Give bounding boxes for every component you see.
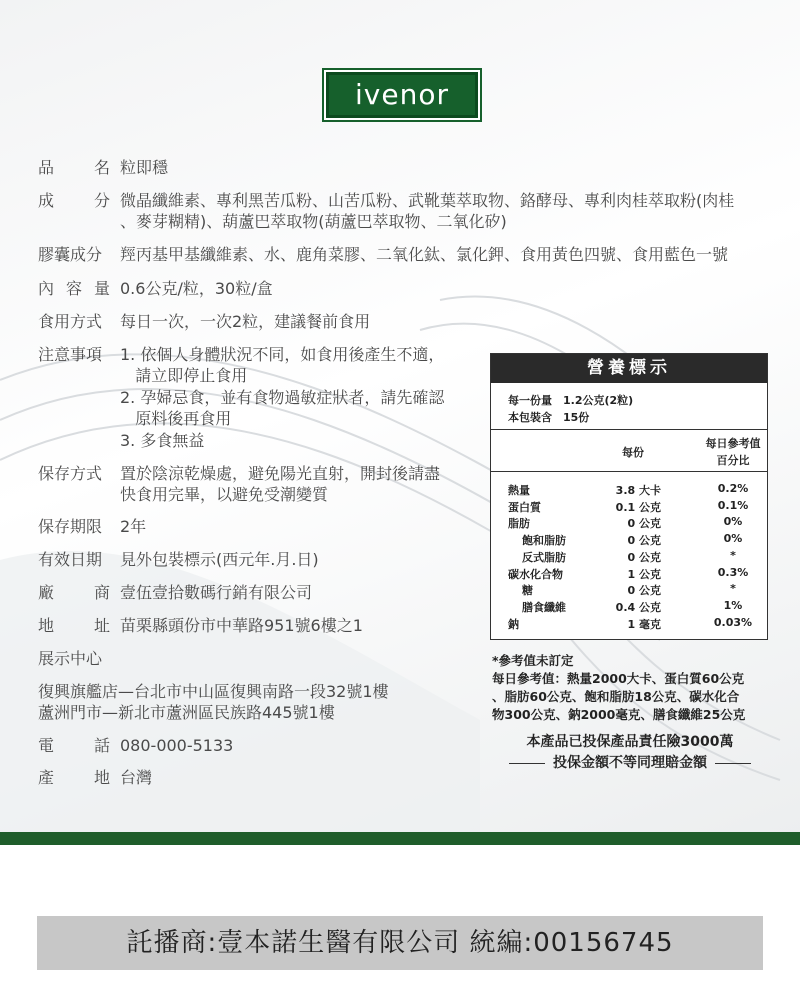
- phone-value: 080-000-5133: [120, 736, 234, 755]
- nutrient-daily-percent: 0.1%: [717, 498, 749, 512]
- content-label: 內容量: [38, 279, 110, 298]
- divider: [509, 763, 545, 764]
- address-label: 地址: [38, 616, 110, 635]
- nutrient-name: 鈉: [508, 617, 519, 631]
- usage-row: [38, 310, 370, 334]
- col-daily-line2: 百分比: [716, 454, 750, 467]
- insurance-line2: 投保金額不等同理賠金額: [553, 755, 707, 771]
- footer-text: 託播商:壹本諾生醫有限公司 統編:00156745: [126, 928, 674, 958]
- address-row: [38, 614, 363, 638]
- insurance-line1: 本產品已投保產品責任險3000萬: [526, 734, 734, 750]
- nutrient-name: 脂肪: [508, 517, 530, 531]
- showroom-row: [38, 647, 120, 671]
- showroom-line: 復興旗艦店—台北市中山區復興南路一段32號1樓: [38, 682, 389, 701]
- note-line: 每日參考值：熱量2000大卡、蛋白質60公克: [492, 671, 745, 686]
- caution-line: 3. 多食無益: [120, 431, 205, 450]
- shelf-life-label: 保存期限: [38, 517, 103, 536]
- nutrient-name: 碳水化合物: [508, 567, 563, 581]
- product-name-row: [38, 156, 168, 180]
- nutrient-name: 反式脂肪: [522, 550, 566, 564]
- caution-row: [38, 343, 120, 367]
- nutrition-table: [490, 353, 768, 640]
- expiry-value: 見外包裝標示(西元年.月.日): [120, 550, 319, 569]
- product-name-value: 粒即穩: [120, 158, 169, 177]
- nutrient-per-serving: 3.8 大卡: [615, 484, 661, 497]
- nutrient-daily-percent: 1%: [723, 598, 743, 612]
- nutrient-daily-percent: 0%: [723, 515, 743, 529]
- col-per-serving: 每份: [622, 446, 644, 459]
- note-line: 、脂肪60公克、飽和脂肪18公克、碳水化合: [492, 689, 740, 704]
- nutrient-per-serving: 0 公克: [627, 584, 661, 598]
- ingredients-value: 微晶纖維素、專利黑苦瓜粉、山苦瓜粉、武靴葉萃取物、鉻酵母、專利肉桂萃取粉(肉桂: [120, 191, 735, 210]
- nutrient-name: 糖: [522, 584, 533, 598]
- showroom-line: 蘆洲門市—新北市蘆洲區民族路445號1樓: [38, 703, 335, 722]
- nutrient-per-serving: 0 公克: [627, 534, 661, 548]
- nutrient-name: 蛋白質: [508, 500, 541, 514]
- content-value: 0.6公克/粒，30粒/盒: [120, 279, 273, 298]
- note-line: 物300公克、鈉2000毫克、膳食纖維25公克: [492, 707, 746, 722]
- content-row: [38, 277, 273, 301]
- nutrient-per-serving: 1 公克: [627, 567, 661, 581]
- shelf-life-value: 2年: [120, 517, 147, 536]
- nutrient-name: 飽和脂肪: [522, 534, 566, 548]
- caution-line: 請立即停止食用: [120, 366, 248, 385]
- nutrient-per-serving: 0 公克: [627, 550, 661, 564]
- nutrient-name: 熱量: [508, 484, 530, 497]
- origin-label: 產地: [38, 768, 110, 787]
- maker-value: 壹伍壹拾數碼行銷有限公司: [120, 583, 313, 602]
- nutrient-per-serving: 0.4 公克: [615, 600, 661, 614]
- nutrition-title: 營養標示: [491, 354, 767, 383]
- nutrient-per-serving: 0 公克: [627, 517, 661, 531]
- note-line: *參考值未訂定: [492, 653, 574, 668]
- divider: [491, 429, 767, 430]
- storage-value-cont: 快食用完畢，以避免受潮變質: [120, 485, 329, 504]
- origin-value: 台灣: [120, 768, 153, 787]
- maker-row: [38, 581, 312, 605]
- usage-label: 食用方式: [38, 312, 103, 331]
- green-bar: [0, 832, 800, 845]
- phone-row: [38, 734, 233, 758]
- usage-value: 每日一次，一次2粒，建議餐前食用: [120, 312, 371, 331]
- servings-per-pack: 本包裝含 15份: [508, 411, 590, 424]
- nutrition-notes: [492, 652, 768, 724]
- capsule-label: 膠囊成分: [38, 245, 103, 264]
- nutrient-daily-percent: 0.3%: [717, 565, 749, 579]
- expiry-row: [38, 548, 319, 572]
- nutrient-daily-percent: 0%: [723, 532, 743, 546]
- ingredients-value-cont: 、麥芽糊精)、葫蘆巴萃取物(葫蘆巴萃取物、二氧化矽): [120, 212, 507, 231]
- nutrient-daily-percent: *: [730, 548, 736, 562]
- nutrient-per-serving: 1 毫克: [627, 617, 661, 631]
- expiry-label: 有效日期: [38, 550, 103, 569]
- nutrient-daily-percent: 0.03%: [713, 615, 753, 629]
- nutrient-daily-percent: 0.2%: [717, 482, 749, 495]
- caution-line: 原料後再食用: [120, 409, 232, 428]
- divider: [491, 471, 767, 472]
- phone-label: 電話: [38, 736, 110, 755]
- caution-label: 注意事項: [38, 345, 103, 364]
- address-value: 苗栗縣頭份市中華路951號6樓之1: [120, 616, 363, 635]
- brand-logo: ivenor: [326, 72, 478, 118]
- footer-banner: [37, 916, 763, 970]
- product-name-label: 品名: [38, 158, 110, 177]
- serving-size: 每一份量 1.2公克(2粒): [508, 394, 634, 407]
- divider: [715, 763, 751, 764]
- capsule-value: 羥丙基甲基纖維素、水、鹿角菜膠、二氧化鈦、氯化鉀、食用黃色四號、食用藍色一號: [120, 245, 729, 264]
- storage-value: 置於陰涼乾燥處，避免陽光直射，開封後請盡: [120, 464, 441, 483]
- origin-row: [38, 766, 152, 790]
- nutrient-name: 膳食纖維: [522, 600, 566, 614]
- storage-label: 保存方式: [38, 464, 103, 483]
- nutrient-daily-percent: *: [730, 582, 736, 596]
- ingredients-label: 成分: [38, 191, 110, 210]
- insurance-line2-row: [492, 752, 768, 772]
- showroom-label: 展示中心: [38, 649, 103, 668]
- caution-line: 2. 孕婦忌食，並有食物過敏症狀者，請先確認: [120, 388, 445, 407]
- maker-label: 廠商: [38, 583, 110, 602]
- caution-line: 1. 依個人身體狀況不同，如食用後產生不適，: [120, 345, 445, 364]
- shelf-life-row: [38, 515, 146, 539]
- nutrient-per-serving: 0.1 公克: [615, 500, 661, 514]
- col-daily-line1: 每日參考值: [705, 437, 761, 450]
- capsule-row: [38, 243, 728, 267]
